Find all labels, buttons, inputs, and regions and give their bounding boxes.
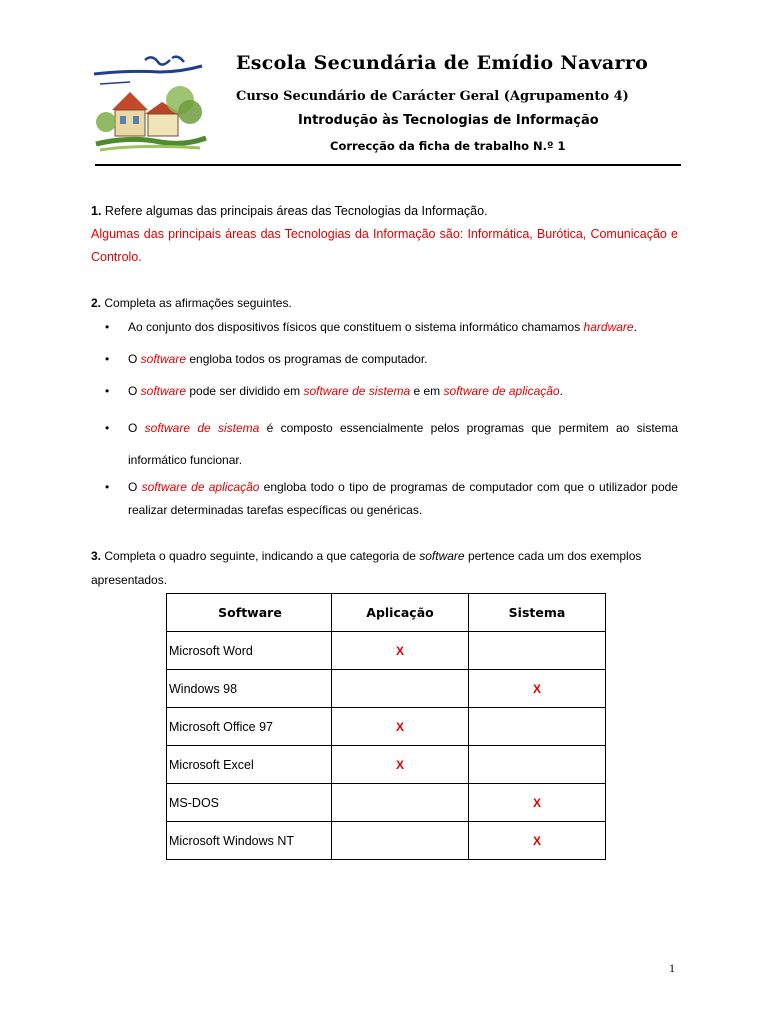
application-mark: X xyxy=(332,632,469,670)
list-item xyxy=(91,348,678,380)
list-item xyxy=(91,316,678,348)
question-text: pertence cada um dos exemplos apresentados. xyxy=(91,549,642,587)
question-text: Completa o quadro seguinte, indicando a que categoria de xyxy=(104,549,420,563)
table-row xyxy=(167,708,606,746)
table-row xyxy=(167,632,606,670)
question-emphasis: software xyxy=(419,549,465,563)
software-name: Microsoft Office 97 xyxy=(167,708,332,746)
column-header-application: Aplicação xyxy=(332,594,469,632)
statement-text: O xyxy=(128,384,141,398)
question-1 xyxy=(91,200,678,222)
column-header-software: Software xyxy=(167,594,332,632)
bullet-icon: • xyxy=(105,480,110,494)
column-header-system: Sistema xyxy=(469,594,606,632)
answer-term: software de sistema xyxy=(303,384,411,398)
bullet-icon: • xyxy=(105,352,110,366)
table-header-row xyxy=(167,594,606,632)
statements-list xyxy=(91,316,678,522)
course-title: Curso Secundário de Carácter Geral (Agrupamento 4) xyxy=(236,89,629,104)
application-mark xyxy=(332,670,469,708)
bullet-icon: • xyxy=(105,421,110,435)
bullet-icon: • xyxy=(105,320,110,334)
statement-text: . xyxy=(633,320,637,334)
system-mark xyxy=(469,708,606,746)
question-text: Completa as afirmações seguintes. xyxy=(104,296,292,310)
statement-text: engloba todos os programas de computador. xyxy=(186,352,428,366)
software-name: Microsoft Windows NT xyxy=(167,822,332,860)
question-number: 2. xyxy=(91,296,102,310)
question-number: 1. xyxy=(91,204,102,218)
bullet-icon: • xyxy=(105,384,110,398)
statement-text: é composto essencialmente pelos programas que permitem ao sistema informático funcionar. xyxy=(128,421,678,467)
sheet-title: Correcção da ficha de trabalho N.º 1 xyxy=(330,139,566,153)
statement-text: Ao conjunto dos dispositivos físicos que constituem o sistema informático chamamos xyxy=(128,320,584,334)
system-mark: X xyxy=(469,670,606,708)
system-mark: X xyxy=(469,784,606,822)
answer-1: Algumas das principais áreas das Tecnologias da Informação são: Informática, Burótica, Comunicação e Controlo. xyxy=(91,227,678,264)
answer-term: software de sistema xyxy=(144,421,260,435)
application-mark xyxy=(332,784,469,822)
answer-term: hardware xyxy=(583,320,634,334)
page-number: 1 xyxy=(669,961,675,975)
table-row xyxy=(167,670,606,708)
statement-text: O xyxy=(128,480,142,494)
answer-term: software xyxy=(140,352,187,366)
table-row xyxy=(167,784,606,822)
statement-text: O xyxy=(128,421,145,435)
statement-text: O xyxy=(128,352,141,366)
software-name: Windows 98 xyxy=(167,670,332,708)
list-item xyxy=(91,380,678,412)
statement-text: e em xyxy=(410,384,444,398)
question-3 xyxy=(91,544,678,592)
system-mark: X xyxy=(469,822,606,860)
subject-title: Introdução às Tecnologias de Informação xyxy=(298,113,599,128)
answer-term: software xyxy=(140,384,187,398)
application-mark: X xyxy=(332,708,469,746)
statement-text: . xyxy=(559,384,563,398)
table-row xyxy=(167,746,606,784)
header-divider xyxy=(95,164,681,166)
school-name: Escola Secundária de Emídio Navarro xyxy=(236,52,649,74)
software-name: Microsoft Excel xyxy=(167,746,332,784)
answer-term: software de aplicação xyxy=(141,480,260,494)
system-mark xyxy=(469,746,606,784)
system-mark xyxy=(469,632,606,670)
application-mark xyxy=(332,822,469,860)
question-text: Refere algumas das principais áreas das Tecnologias da Informação. xyxy=(104,204,488,218)
answer-term: software de aplicação xyxy=(443,384,560,398)
question-2 xyxy=(91,292,678,314)
school-logo xyxy=(90,52,210,157)
software-category-table xyxy=(166,593,606,860)
list-item xyxy=(91,476,678,522)
software-name: MS-DOS xyxy=(167,784,332,822)
list-item xyxy=(91,412,678,476)
statement-text: engloba todo o tipo de programas de computador com que o utilizador pode realizar determinadas tarefas específicas ou genéricas. xyxy=(128,480,678,517)
table-row xyxy=(167,822,606,860)
application-mark: X xyxy=(332,746,469,784)
statement-text: pode ser dividido em xyxy=(186,384,304,398)
software-name: Microsoft Word xyxy=(167,632,332,670)
question-number: 3. xyxy=(91,549,102,563)
